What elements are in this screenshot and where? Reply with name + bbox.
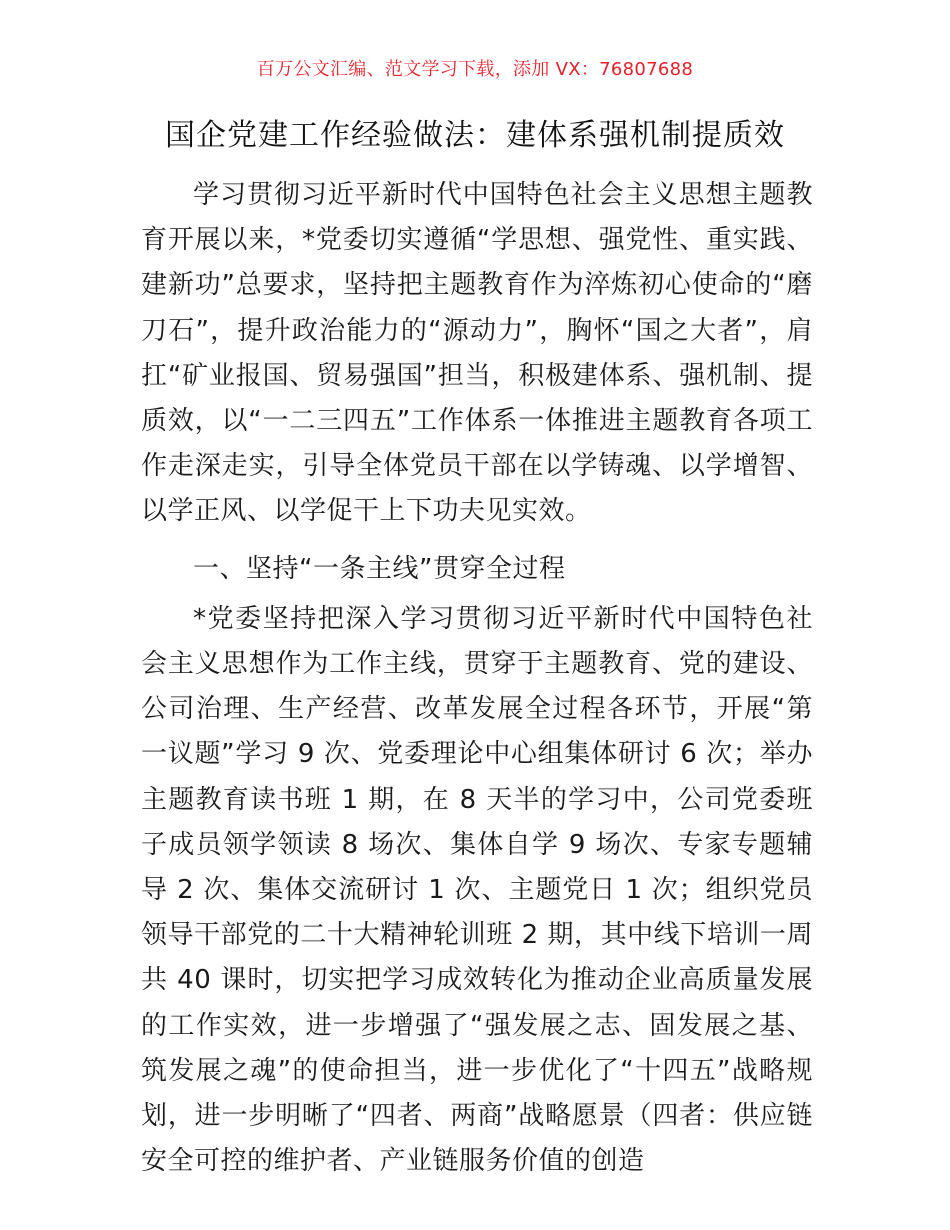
section-paragraph: *党委坚持把深入学习贯彻习近平新时代中国特色社会主义思想作为工作主线，贯穿于主题教育、党的建设、公司治理、生产经营、改革发展全过程各环节，开展“第一议题”学习 9 次、党委理论中心组集体研讨 6 次；举办主题教育读书班 1 期，在 8 天半的学习中，公司党委班子成员领学领读 8 场次、集体自学 9 场次、专家专题辅导 2 次、集体交流研讨 1 次、主题党日 1 次；组织党员领导干部党的二十大精神轮训班 2 期，其中线下培训一周共 40 课时，切实把学习成效转化为推动企业高质量发展的工作实效，进一步增强了“强发展之志、固发展之基、筑发展之魂”的使命担当，进一步优化了“十四五”战略规划，进一步明晰了“四者、两商”战略愿景（四者：供应链安全可控的维护者、产业链服务价值的创造: [141, 603, 813, 1177]
section-heading: 一、坚持“一条主线”贯穿全过程: [193, 553, 566, 584]
document-title: 国企党建工作经验做法：建体系强机制提质效: [165, 118, 785, 153]
watermark-banner: 百万公文汇编、范文学习下载，添加 VX：76807688: [256, 59, 694, 80]
document-body: [141, 173, 813, 1184]
intro-paragraph: 学习贯彻习近平新时代中国特色社会主义思想主题教育开展以来，*党委切实遵循“学思想、强党性、重实践、建新功”总要求，坚持把主题教育作为淬炼初心使命的“磨刀石”，提升政治能力的“源动力”，胸怀“国之大者”，肩扛“矿业报国、贸易强国”担当，积极建体系、强机制、提质效，以“一二三四五”工作体系一体推进主题教育各项工作走深走实，引导全体党员干部在以学铸魂、以学增智、以学正风、以学促干上下功夫见实效。: [141, 180, 813, 527]
